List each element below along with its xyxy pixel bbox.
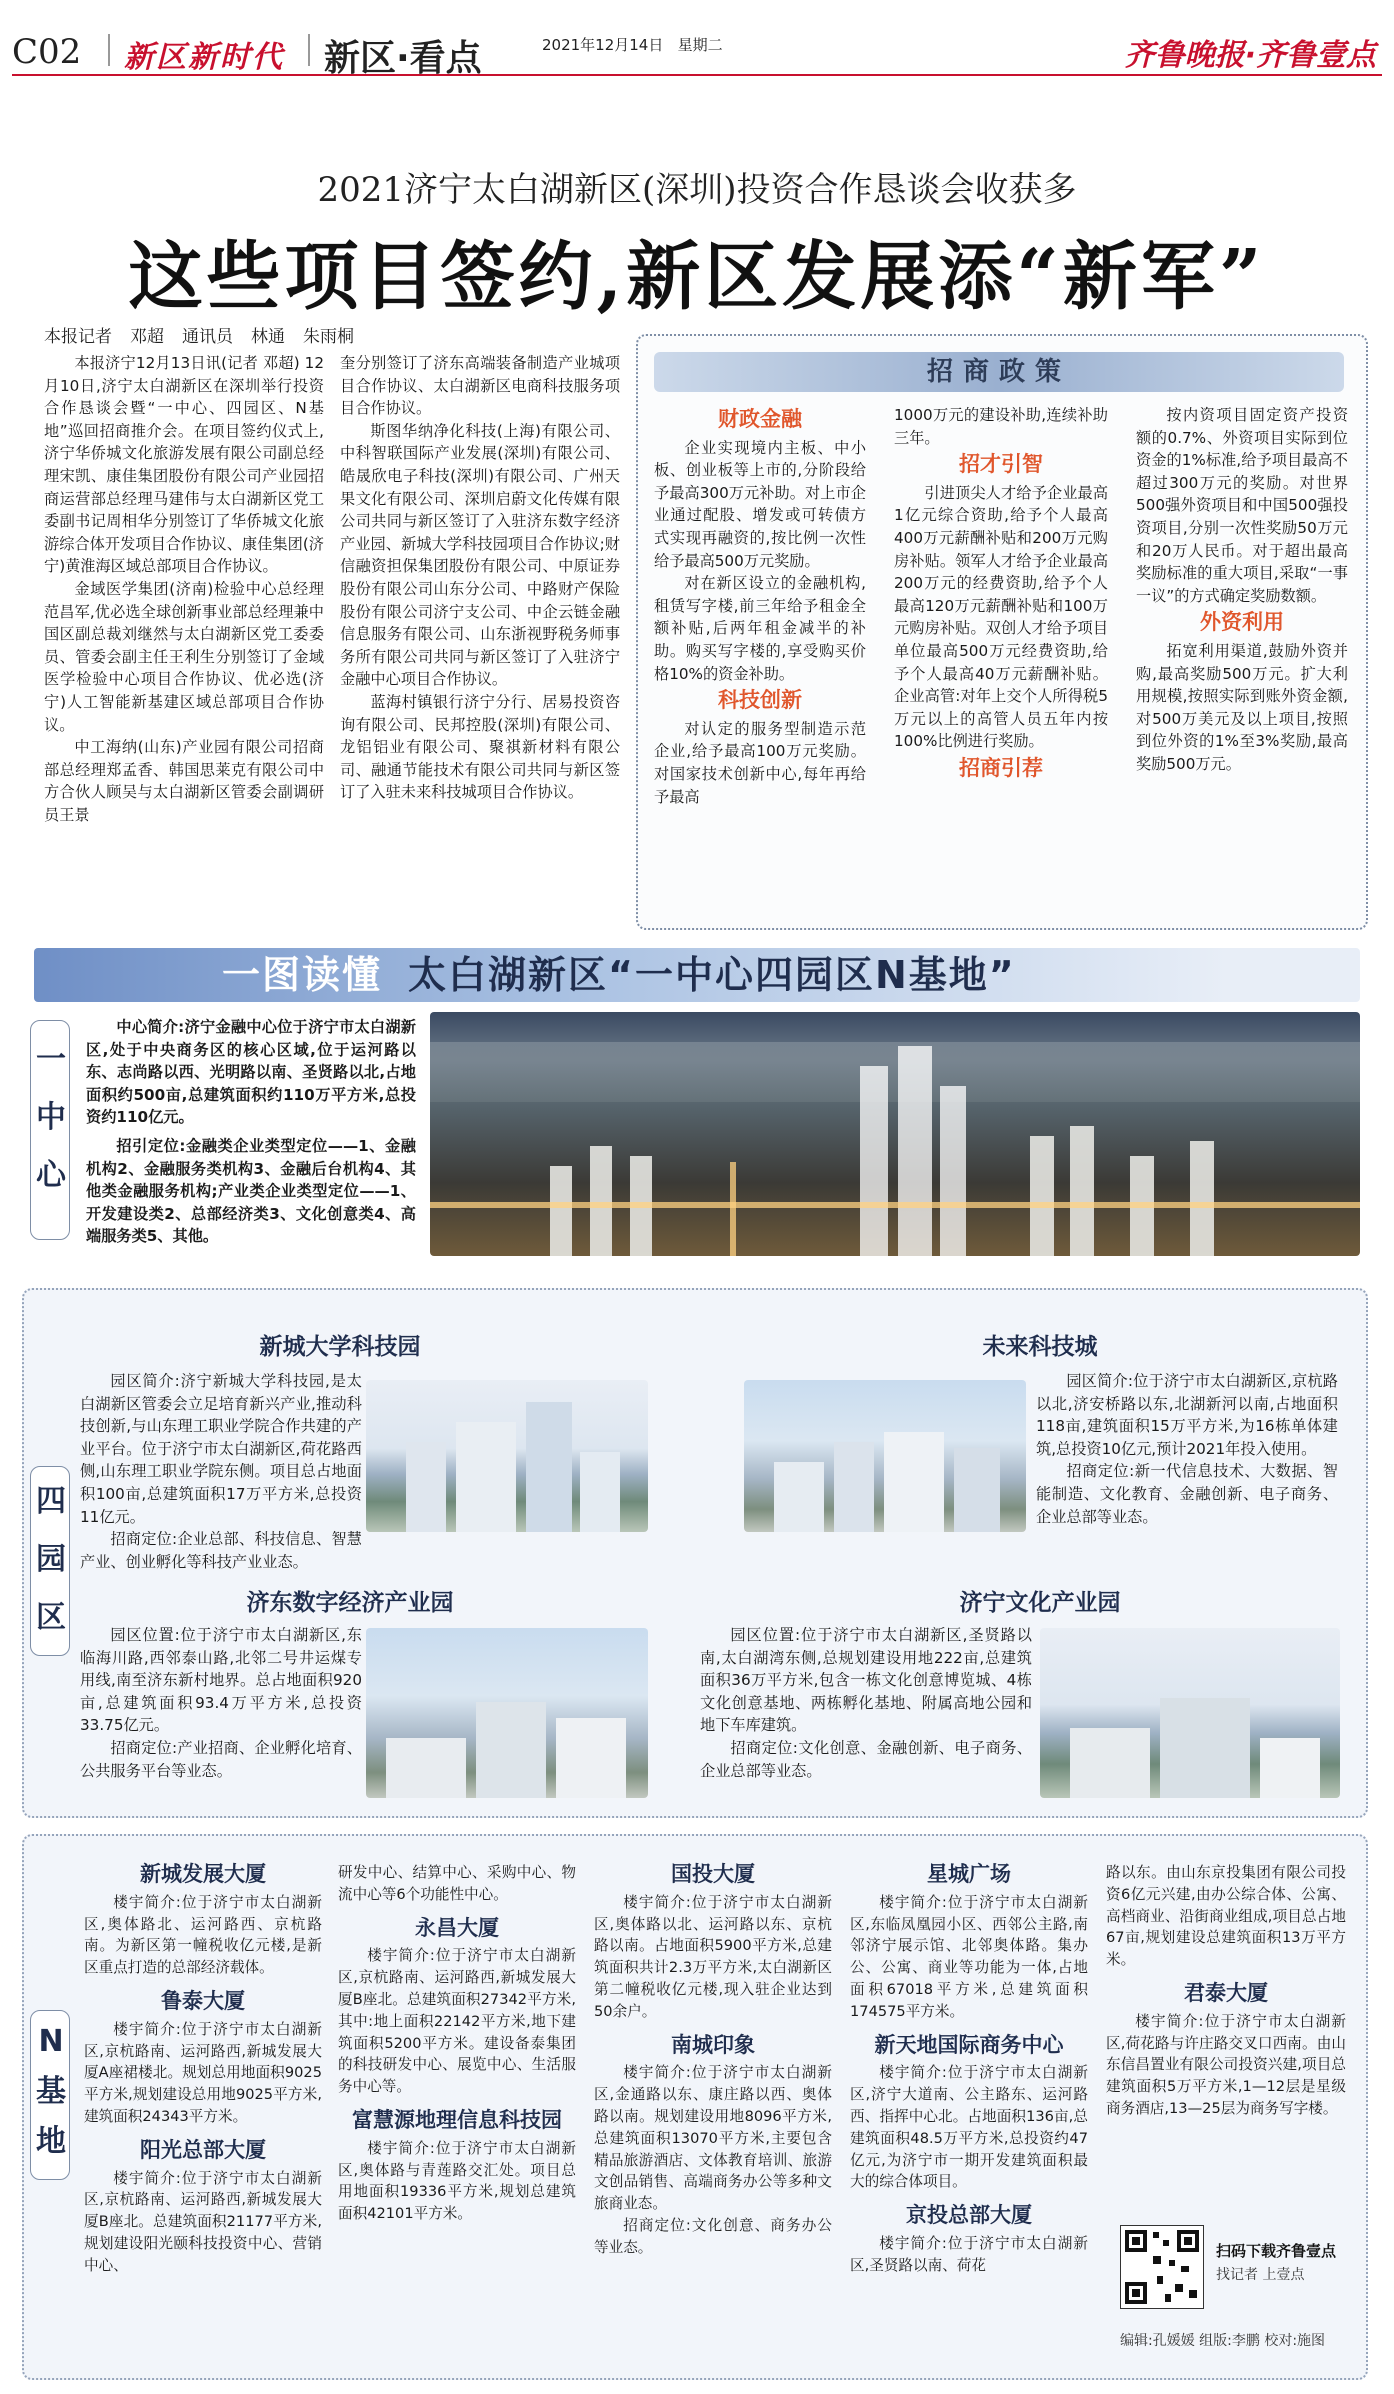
article-column-1 — [44, 352, 324, 826]
building-text: 招商定位:文化创意、商务办公等业态。 — [594, 2216, 832, 2256]
building-text: 楼宇简介:位于济宁市太白湖新区,圣贤路以南、荷花 — [850, 2234, 1088, 2274]
building-name: 君泰大厦 — [1184, 1980, 1268, 2005]
building-name: 南城印象 — [671, 2032, 755, 2057]
section-name: 新区·看点 — [324, 38, 482, 79]
park-recruit: 招商定位:产业招商、企业孵化培育、公共服务平台等业态。 — [80, 1738, 362, 1780]
park-recruit: 招商定位:文化创意、金融创新、电子商务、企业总部等业态。 — [700, 1738, 1032, 1780]
building-name: 星城广场 — [927, 1862, 1011, 1886]
divider — [308, 34, 310, 66]
building-name: 国投大厦 — [671, 1862, 755, 1886]
bases-label — [30, 2010, 70, 2180]
byline-role: 本报记者 — [44, 327, 112, 347]
park-text — [80, 1370, 362, 1573]
building-name: 永昌大厦 — [415, 1915, 499, 1940]
finance-center-photo — [430, 1012, 1360, 1256]
center-label — [30, 1020, 70, 1240]
paragraph: 1000万元的建设补助,连续补助三年。 — [894, 406, 1108, 447]
building-text: 楼宇简介:位于济宁市太白湖新区,奥体路以北、运河路以东、京杭路以南。占地面积5900平方米,总建筑面积共计2.3万平方米,太白湖新区第二幢税收亿元楼,现入驻企业达到50余户。 — [594, 1893, 832, 2020]
park-recruit: 招商定位:企业总部、科技信息、智慧产业、创业孵化等科技产业业态。 — [80, 1530, 362, 1571]
center-text — [86, 1016, 416, 1248]
paragraph: 蓝海村镇银行济宁分行、居易投资咨询有限公司、民邦控股(深圳)有限公司、龙铝铝业有限公司、聚祺新材料有限公司、融通节能技术有限公司共同与新区签订了入驻未来科技城项目合作协议。 — [340, 692, 620, 802]
paragraph: 奎分别签订了济东高端装备制造产业城项目合作协议、太白湖新区电商科技服务项目合作协议。 — [340, 354, 620, 418]
page-header — [12, 24, 1382, 79]
bases-column-3 — [594, 1852, 832, 2259]
park-photo — [366, 1628, 648, 1798]
center-intro: 中心简介:济宁金融中心位于济宁市太白湖新区,处于中央商务区的核心区域,位于运河路以东、志尚路以西、光明路以南、圣贤路以北,占地面积约500亩,总建筑面积约110万平方米,总投资约110亿元。 — [86, 1018, 416, 1127]
park-intro: 园区位置:位于济宁市太白湖新区,圣贤路以南,太白湖湾东侧,总规划建设用地222亩,总建筑面积36万平方米,包含一栋文化创意博览城、4栋文化创意基地、两栋孵化基地、附属高地公园和地下车库建筑。 — [700, 1626, 1032, 1735]
park-title: 未来科技城 — [982, 1334, 1098, 1360]
building-text: 楼宇简介:位于济宁市太白湖新区,东临凤凰园小区、西邻公主路,南邻济宁展示馆、北邻奥体路。集办公、公寓、商业等功能为一体,占地面积67018平方米,总建筑面积174575平方米。 — [850, 1893, 1088, 2020]
paragraph: 斯图华纳净化科技(上海)有限公司、中科智联国际产业发展(深圳)有限公司、皓晟欣电子科技(深圳)有限公司、广州天果文化有限公司、深圳启蔚文化传媒有限公司共同与新区签订了入驻济东数字经济产业园、新城大学科技园项目合作协议;财信融资担保集团股份有限公司、中原证券股份有限公司山东分公司、中路财产保险股份有限公司济宁支公司、中企云链金融信息服务有限公司、山东浙视野税务师事务所有限公司共同与新区签订了入驻济宁金融中心项目合作协议。 — [340, 421, 620, 689]
paragraph: 引进顶尖人才给予企业最高1亿元综合资助,给予个人最高400万元薪酬补贴和200万元购房补贴。领军人才给予企业最高200万元的经费资助,给予个人最高120万元薪酬补贴和100万元购房补贴。双创人才给予项目单位最高500万元经费资助,给予个人最高40万元薪酬补贴。企业高管:对年上交个人所得税5万元以上的高管人员五年内按100%比例进行奖励。 — [894, 483, 1108, 751]
banner-lead: 一图读懂 — [222, 953, 383, 997]
center-recruit: 招引定位:金融类企业类型定位——1、金融机构2、金融服务类机构3、金融后台机构4、其他类金融服务机构;产业类企业类型定位——1、开发建设类2、总部经济类3、文化创意类4、高端服务类5、其他。 — [86, 1136, 416, 1246]
headline: 这些项目签约,新区发展添“新军” — [128, 234, 1266, 320]
park-intro: 园区位置:位于济宁市太白湖新区,东临海川路,西邻泰山路,北邻二号井运煤专用线,南至济东新村地界。总占地面积920亩,总建筑面积93.4万平方米,总投资33.75亿元。 — [80, 1626, 362, 1735]
credits: 编辑:孔媛媛 组版:李鹏 校对:施图 — [1120, 2333, 1326, 2349]
policy-column-2 — [894, 404, 1108, 786]
park-title: 济宁文化产业园 — [959, 1590, 1121, 1616]
bases-column-2 — [338, 1862, 576, 2225]
divider — [108, 34, 110, 66]
date: 2021年12月14日 — [542, 36, 664, 54]
qr-label: 扫码下载齐鲁壹点 — [1216, 2242, 1337, 2260]
building-text: 楼宇简介:位于济宁市太白湖新区,奥体路北、运河路西、京杭路南。为新区第一幢税收亿元楼,是新区重点打造的总部经济载体。 — [84, 1893, 322, 1977]
park-intro: 园区简介:位于济宁市太白湖新区,京杭路以北,济安桥路以东,北湖新河以南,占地面积118亩,建筑面积15万平方米,为16栋单体建筑,总投资10亿元,预计2021年投入使用。 — [1036, 1372, 1338, 1458]
parks-label — [30, 1466, 70, 1656]
building-name: 阳光总部大厦 — [140, 2137, 266, 2162]
paragraph: 金域医学集团(济南)检验中心总经理范昌军,优必选全球创新事业部总经理兼中国区副总裁刘继然与太白湖新区党工委委员、管委会副主任王利生分别签订了金域医学检验中心项目合作协议、优必选(济宁)人工智能新基建区域总部项目合作协议。 — [44, 579, 324, 734]
paragraph: 对在新区设立的金融机构,租赁写字楼,前三年给予租金全额补贴,后两年租金减半的补助。购买写字楼的,享受购买价格10%的资金补助。 — [654, 574, 866, 683]
building-text: 楼宇简介:位于济宁市太白湖新区,京杭路南、运河路西,新城发展大厦B座北。总建筑面积27342平方米,其中:地上面积22142平方米,地下建筑面积5200平方米。建设备泰集团的科技研发中心、展览中心、生活服务中心等。 — [338, 1947, 576, 2096]
page-number: C02 — [12, 32, 82, 72]
bases-column-1 — [84, 1852, 322, 2277]
building-text: 楼宇简介:位于济宁市太白湖新区,奥体路与青莲路交汇处。项目总用地面积19336平方米,规划总建筑面积42101平方米。 — [338, 2139, 576, 2223]
park-text — [1036, 1370, 1338, 1528]
bases-column-4 — [850, 1852, 1088, 2277]
building-text: 楼宇简介:位于济宁市太白湖新区,荷花路与许庄路交叉口西南。由山东信昌置业有限公司投资兴建,项目总建筑面积5万平方米,1—12层是星级商务酒店,13—25层为商务写字楼。 — [1106, 2012, 1346, 2117]
policy-column-1 — [654, 404, 866, 808]
byline — [44, 322, 372, 347]
policy-subtitle: 财政金融 — [718, 407, 802, 431]
park-text — [80, 1624, 362, 1782]
subheadline: 2021济宁太白湖新区(深圳)投资合作恳谈会收获多 — [317, 170, 1077, 210]
byline-name: 邓超 — [130, 327, 164, 347]
qr-sub: 找记者 上壹点 — [1216, 2267, 1305, 2283]
policy-subtitle: 招商引荐 — [959, 755, 1043, 780]
policy-subtitle: 外资利用 — [1200, 610, 1284, 635]
building-text: 楼宇简介:位于济宁市太白湖新区,京杭路南、运河路西,新城发展大厦B座北。总建筑面积21177平方米,规划建设阳光颐科技投资中心、营销中心、 — [84, 2169, 322, 2274]
building-name: 鲁泰大厦 — [161, 1988, 245, 2013]
center-label-text: 一中心 — [36, 1042, 66, 1193]
banner-text: 太白湖新区“一中心四园区N基地” — [408, 953, 1016, 997]
brand-logo: 齐鲁晚报·齐鲁壹点 — [1124, 38, 1376, 73]
paragraph: 中工海纳(山东)产业园有限公司招商部总经理郑孟香、韩国思莱克有限公司中方合伙人顾吴与太白湖新区管委会副调研员王景 — [44, 738, 324, 824]
building-text: 楼宇简介:位于济宁市太白湖新区,济宁大道南、公主路东、运河路西、指挥中心北。占地面积136亩,总建筑面积48.5万平方米,总投资约47亿元,为济宁市一期开发建筑面积最大的综合体项目。 — [850, 2064, 1088, 2191]
qr-code-icon[interactable] — [1120, 2225, 1204, 2309]
weekday: 星期二 — [677, 36, 723, 54]
park-intro: 园区简介:济宁新城大学科技园,是太白湖新区管委会立足培育新兴产业,推动科技创新,与山东理工职业学院合作共建的产业平台。位于济宁市太白湖新区,荷花路西侧,山东理工职业学院东侧。项目总占地面积100亩,总建筑面积17万平方米,总投资11亿元。 — [80, 1372, 362, 1526]
building-text: 路以东。由山东京投集团有限公司投资6亿元兴建,由办公综合体、公寓、高档商业、沿街商业组成,项目总占地67亩,规划建设总建筑面积13万平方米。 — [1106, 1864, 1346, 1969]
park-title: 济东数字经济产业园 — [246, 1590, 454, 1616]
park-photo — [366, 1380, 648, 1532]
bases-label-text: N基地 — [36, 2024, 66, 2159]
building-name: 新城发展大厦 — [140, 1862, 266, 1886]
paper-name: 新区新时代 — [124, 40, 284, 75]
building-text: 楼宇简介:位于济宁市太白湖新区,金通路以东、康庄路以西、奥体路以南。规划建设用地8096平方米,总建筑面积13070平方米,主要包含精品旅游酒店、文体教育培训、旅游文创品销售、高端商务办公等多种文旅商业态。 — [594, 2064, 832, 2213]
paragraph: 本报济宁12月13日讯(记者 邓超) 12月10日,济宁太白湖新区在深圳举行投资合作恳谈会暨“一中心、四园区、N基地”巡回招商推介会。在项目签约仪式上,济宁华侨城文化旅游发展有限公司副总经理宋凯、康佳集团股份有限公司产业园招商运营部总经理马建伟与太白湖新区党工委副书记周相华分别签订了华侨城文化旅游综合体开发项目合作协议、康佳集团(济宁)黄淮海区域总部项目合作协议。 — [44, 354, 324, 576]
paragraph: 企业实现境内主板、中小板、创业板等上市的,分阶段给予最高300万元补助。对上市企业通过配股、增发或可转债方式实现再融资的,按比例一次性给予最高500万元奖励。 — [654, 438, 866, 570]
byline-name: 朱雨桐 — [303, 327, 354, 347]
byline-name: 林通 — [251, 327, 285, 347]
issue-date — [542, 34, 723, 55]
building-text: 研发中心、结算中心、采购中心、物流中心等6个功能性中心。 — [338, 1864, 576, 1903]
park-text — [700, 1624, 1032, 1782]
parks-label-text: 四园区 — [36, 1484, 66, 1635]
article-column-2 — [340, 352, 620, 804]
byline-role: 通讯员 — [182, 327, 233, 347]
paragraph: 对认定的服务型制造示范企业,给予最高100万元奖励。对国家技术创新中心,每年再给予最高 — [654, 719, 866, 806]
park-photo — [744, 1380, 1026, 1532]
park-title: 新城大学科技园 — [259, 1334, 421, 1360]
building-name: 新天地国际商务中心 — [874, 2032, 1064, 2057]
policy-subtitle: 科技创新 — [718, 688, 802, 713]
building-name: 京投总部大厦 — [906, 2203, 1032, 2228]
park-recruit: 招商定位:新一代信息技术、大数据、智能制造、文化教育、金融创新、电子商务、企业总部等业态。 — [1036, 1462, 1338, 1526]
paragraph: 拓宽利用渠道,鼓励外资并购,最高奖励500万元。扩大利用规模,按照实际到账外资金额,对500万美元及以上项目,按照到位外资的1%至3%奖励,最高奖励500万元。 — [1136, 641, 1348, 773]
park-photo — [1040, 1628, 1340, 1798]
policy-title: 招商政策 — [926, 357, 1071, 387]
paragraph: 按内资项目固定资产投资额的0.7%、外资项目实际到位资金的1%标准,给予项目最高不超过300万元的奖励。对世界500强外资项目和中国500强投资项目,分别一次性奖励50万元和20万人民币。对于超出最高奖励标准的重大项目,采取“一事一议”的方式确定奖励数额。 — [1136, 406, 1348, 605]
building-text: 楼宇简介:位于济宁市太白湖新区,京杭路南、运河路西,新城发展大厦A座裙楼北。规划总用地面积9025平方米,规划建设总用地9025平方米,建筑面积24343平方米。 — [84, 2020, 322, 2125]
policy-column-3 — [1136, 404, 1348, 776]
building-name: 富慧源地理信息科技园 — [352, 2107, 562, 2132]
bases-column-5 — [1106, 1862, 1346, 2120]
policy-subtitle: 招才引智 — [959, 452, 1043, 477]
banner-title — [34, 948, 1360, 1002]
